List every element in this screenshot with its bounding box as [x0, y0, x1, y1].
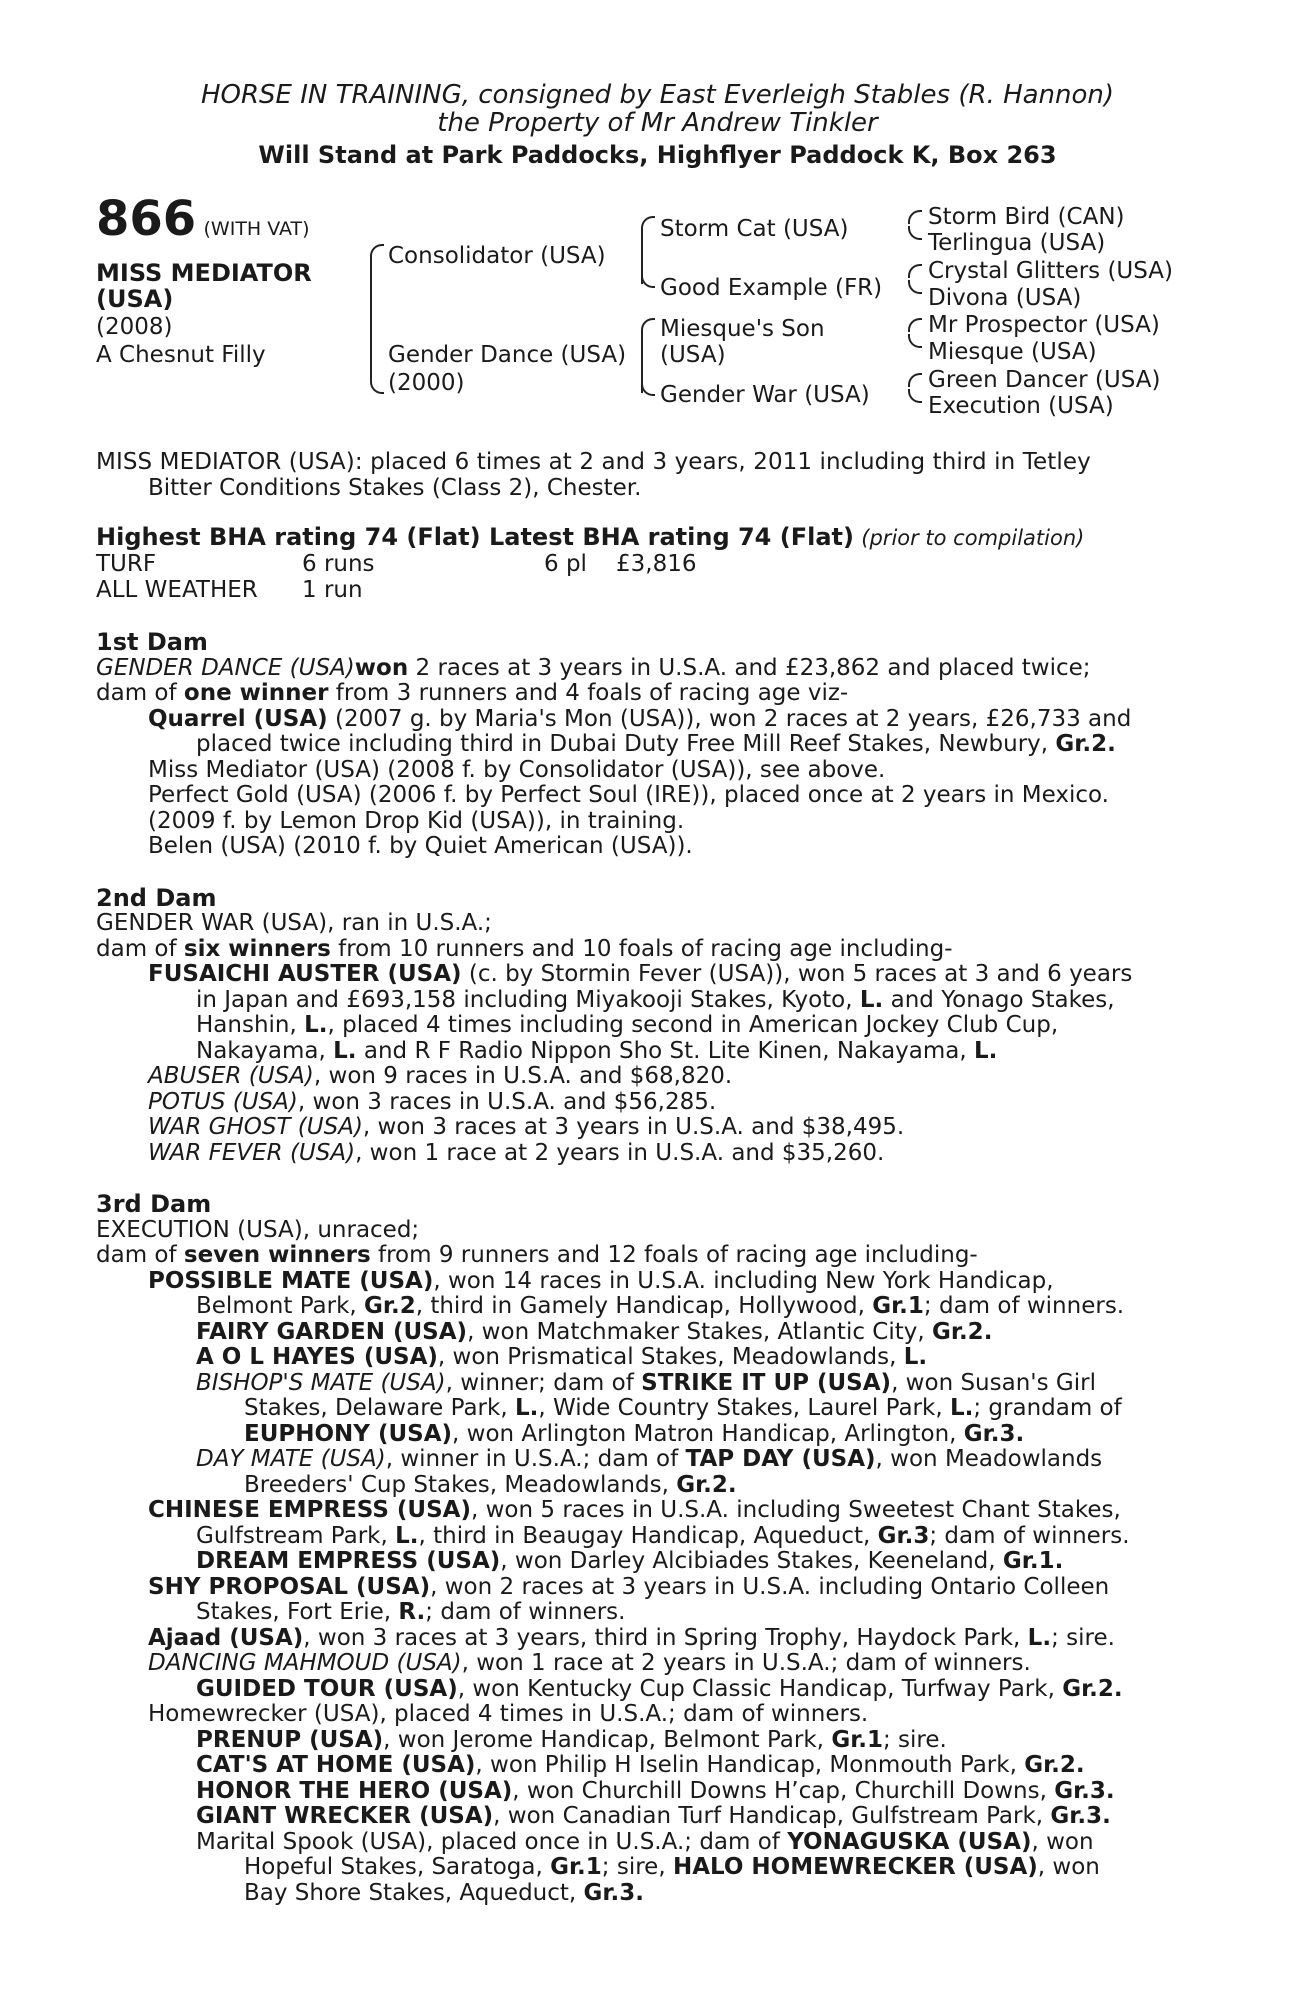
- fusaichi-text-4: Hanshin,: [196, 1012, 305, 1038]
- guided-tour-line: [196, 1677, 1221, 1703]
- possible-mate-text-3: , third in Gamely Handicap, Hollywood,: [415, 1293, 873, 1319]
- shy-proposal-text-3: ; dam of winners.: [425, 1599, 626, 1625]
- grade-3-mark: Gr.3: [1054, 1777, 1106, 1804]
- ajaad-line: [148, 1626, 1221, 1652]
- war-fever-line: [148, 1141, 1221, 1167]
- war-fever-text: , won 1 race at 2 years in U.S.A. and $35,260.: [355, 1139, 885, 1166]
- pedigree-brace-bottom: [370, 378, 384, 394]
- ds-dam: Miesque (USA): [928, 339, 1097, 365]
- end-dot: .: [1102, 1803, 1111, 1829]
- produce-perfect-gold: Perfect Gold (USA) (2006 f. by Perfect Soul (IRE)), placed once at 2 years in Mexico.: [148, 782, 1109, 808]
- dancing-mahmoud-text: , won 1 race at 2 years in U.S.A.; dam of winners.: [461, 1650, 1031, 1676]
- marital-spook-text-3: Hopeful Stakes, Saratoga,: [244, 1854, 551, 1880]
- sire: Consolidator (USA): [388, 243, 606, 269]
- fusaichi-line-4: [196, 1039, 1221, 1065]
- ss-sire: Storm Bird (CAN): [928, 204, 1125, 230]
- listed-mark: L.: [333, 1037, 357, 1064]
- rating-note: (prior to compilation): [861, 526, 1085, 550]
- fusaichi-text-6: Nakayama,: [196, 1037, 334, 1064]
- marital-spook-line-3: [244, 1881, 1221, 1907]
- end-dot: .: [1015, 1420, 1025, 1447]
- dream-empress-text: , won Darley Alcibiades Stakes, Keeneland,: [500, 1548, 1003, 1574]
- prenup-text-2: ; sire.: [883, 1726, 947, 1753]
- one-winner-label: one winner: [183, 680, 329, 706]
- day-mate-text-1: , winner in U.S.A.; dam of: [385, 1446, 686, 1472]
- fairy-garden-name: FAIRY GARDEN (USA): [196, 1318, 468, 1345]
- aw-row: [96, 578, 1221, 604]
- dam-year: (2000): [388, 370, 465, 396]
- yonaguska-name: YONAGUSKA (USA): [787, 1828, 1032, 1855]
- second-dam-line-2: [96, 937, 1221, 963]
- seven-winners-label: seven winners: [183, 1242, 371, 1268]
- first-dam-name: GENDER DANCE (USA): [96, 654, 355, 681]
- fusaichi-text-3: and Yonago Stakes,: [883, 986, 1115, 1013]
- tap-day-name: TAP DAY (USA): [685, 1446, 876, 1472]
- sire-brace-bottom: [641, 272, 655, 288]
- gen3-brace-4-bottom: [908, 389, 922, 403]
- listed-mark: L.: [1027, 1624, 1052, 1651]
- grade-1-mark: Gr.1: [831, 1726, 883, 1753]
- aw-runs: 1 run: [302, 576, 363, 603]
- marital-spook-text-4: ; sire,: [601, 1854, 673, 1880]
- first-dam-line-2: [96, 681, 1221, 707]
- shy-proposal-name: SHY PROPOSAL (USA): [148, 1573, 431, 1600]
- chinese-empress-line-2: [196, 1524, 1221, 1550]
- turf-runs: 6 runs: [302, 551, 375, 577]
- dam: Gender Dance (USA): [388, 342, 627, 368]
- bishops-mate-text-1: , winner; dam of: [445, 1369, 642, 1396]
- marital-spook-text-6: Bay Shore Stakes, Aqueduct,: [244, 1879, 584, 1906]
- horse-country: (USA): [96, 285, 174, 313]
- grade-3-mark: Gr.3: [877, 1522, 930, 1549]
- third-dam-heading: 3rd Dam: [96, 1190, 212, 1218]
- six-winners-label: six winners: [183, 935, 331, 962]
- listed-mark: L.: [514, 1395, 539, 1421]
- bishops-mate-text-4: , Wide Country Stakes, Laurel Park,: [538, 1395, 950, 1421]
- grade-1-mark: Gr.1: [872, 1293, 924, 1319]
- bishops-mate-name: BISHOP'S MATE (USA): [196, 1369, 446, 1396]
- stand-line: Will Stand at Park Paddocks, Highflyer Paddock K, Box 263: [258, 141, 1057, 169]
- end-dot: .: [727, 1471, 737, 1498]
- end-dot: .: [635, 1879, 644, 1906]
- end-dot: .: [1105, 1777, 1115, 1804]
- guided-tour-text: , won Kentucky Cup Classic Handicap, Turfway Park,: [457, 1675, 1063, 1702]
- bishops-mate-line-2: [244, 1396, 1221, 1422]
- grade-3-mark: Gr.3: [963, 1420, 1016, 1447]
- prenup-text-1: , won Jerome Handicap, Belmont Park,: [383, 1726, 832, 1753]
- war-ghost-line: [148, 1115, 1221, 1141]
- fusaichi-line-1: [148, 962, 1221, 988]
- chinese-empress-text-4: ; dam of winners.: [929, 1522, 1130, 1549]
- giant-wrecker-line: [196, 1804, 1221, 1830]
- dam-of-label: dam of: [96, 1242, 184, 1268]
- ajaad-text-1: , won 3 races at 3 years, third in Spring Trophy, Haydock Park,: [303, 1624, 1028, 1651]
- property-line: the Property of Mr Andrew Tinkler: [437, 108, 878, 138]
- strike-it-up-name: STRIKE IT UP (USA): [641, 1369, 892, 1396]
- listed-mark: L.: [903, 1344, 928, 1370]
- chinese-empress-text-3: , third in Beaugay Handicap, Aqueduct,: [418, 1522, 878, 1549]
- dam-of-label: dam of: [96, 680, 184, 706]
- fusaichi-text-1: (c. by Stormin Fever (USA)), won 5 races at 3 and 6 years: [461, 961, 1133, 987]
- vat-note: (WITH VAT): [203, 218, 310, 240]
- fusaichi-name: FUSAICHI AUSTER (USA): [148, 961, 462, 987]
- possible-mate-text-1: , won 14 races in U.S.A. including New York Handicap,: [433, 1267, 1054, 1294]
- bishops-mate-text-5: ; grandam of: [973, 1395, 1122, 1421]
- day-mate-text-3: Breeders' Cup Stakes, Meadowlands,: [244, 1471, 677, 1498]
- dam-dam: Gender War (USA): [660, 382, 870, 408]
- war-fever-name: WAR FEVER (USA): [148, 1139, 356, 1166]
- quarrel-end: .: [1107, 731, 1116, 757]
- abuser-line: [148, 1064, 1221, 1090]
- produce-quarrel-cont: [196, 732, 1221, 758]
- aol-hayes-text: , won Prismatical Stakes, Meadowlands,: [437, 1344, 904, 1370]
- euphony-line: [244, 1422, 1221, 1448]
- cats-at-home-text: , won Philip H Iselin Handicap, Monmouth Park,: [475, 1752, 1025, 1778]
- prenup-name: PRENUP (USA): [196, 1726, 384, 1753]
- first-dam-foals: from 3 runners and 4 foals of racing age viz-: [328, 680, 849, 706]
- bishops-mate-text-2: , won Susan's Girl: [891, 1369, 1096, 1396]
- guided-tour-name: GUIDED TOUR (USA): [196, 1675, 458, 1702]
- sd-dam: Divona (USA): [928, 285, 1082, 311]
- fusaichi-text-2: in Japan and £693,158 including Miyakooji Stakes, Kyoto,: [196, 986, 860, 1013]
- grade-2-mark: Gr.2: [676, 1471, 728, 1498]
- dream-empress-name: DREAM EMPRESS (USA): [196, 1548, 501, 1574]
- end-dot: .: [1113, 1675, 1123, 1702]
- honor-the-hero-name: HONOR THE HERO (USA): [196, 1777, 513, 1804]
- day-mate-line-1: [196, 1447, 1221, 1473]
- fusaichi-text-5: , placed 4 times including second in American Jockey Club Cup,: [327, 1012, 1059, 1038]
- horse-name: MISS MEDIATOR: [96, 259, 312, 287]
- produce-belen: Belen (USA) (2010 f. by Quiet American (USA)).: [148, 833, 693, 859]
- dream-empress-line: [196, 1549, 1221, 1575]
- aw-label: ALL WEATHER: [96, 576, 258, 603]
- second-dam-line-1: GENDER WAR (USA), ran in U.S.A.;: [96, 910, 492, 936]
- dam-sire: Miesque's Son: [660, 316, 825, 342]
- end-dot: .: [1054, 1548, 1064, 1574]
- gen3-brace-4-top: [908, 373, 922, 387]
- turf-earnings: £3,816: [616, 551, 697, 577]
- prenup-line: [196, 1728, 1221, 1754]
- listed-mark: L.: [974, 1037, 998, 1064]
- grade-2-mark: Gr.2: [1024, 1752, 1076, 1778]
- first-dam-line-1: [96, 656, 1221, 682]
- grade-3-mark: Gr.3: [1050, 1803, 1103, 1829]
- grade-2-mark: Gr.2: [1062, 1675, 1114, 1702]
- marital-spook-text-1: Marital Spook (USA), placed once in U.S.A.; dam of: [196, 1828, 788, 1855]
- bishops-mate-line-1: [196, 1371, 1221, 1397]
- gen3-brace-1-top: [908, 210, 922, 224]
- potus-line: [148, 1090, 1221, 1116]
- fusaichi-line-2: [196, 988, 1221, 1014]
- honor-the-hero-text: , won Churchill Downs H’cap, Churchill Downs,: [512, 1777, 1055, 1804]
- turf-label: TURF: [96, 551, 157, 577]
- lot-number-block: [96, 191, 310, 247]
- end-dot: .: [983, 1318, 993, 1345]
- honor-the-hero-line: [196, 1779, 1221, 1805]
- bishops-mate-text-3: Stakes, Delaware Park,: [244, 1395, 515, 1421]
- grade-1-mark: Gr.1: [1002, 1548, 1055, 1574]
- gen3-brace-2-top: [908, 264, 922, 278]
- end-dot: .: [1075, 1752, 1085, 1778]
- dam-sire-country: (USA): [660, 342, 726, 368]
- dd-sire: Green Dancer (USA): [928, 367, 1161, 393]
- pedigree-brace-top: [370, 244, 384, 260]
- shy-proposal-line-1: [148, 1575, 1221, 1601]
- sd-sire: Crystal Glitters (USA): [928, 258, 1174, 284]
- dd-dam: Execution (USA): [928, 393, 1114, 419]
- war-ghost-text: , won 3 races at 3 years in U.S.A. and $38,495.: [362, 1114, 905, 1140]
- consignor-line: HORSE IN TRAINING, consigned by East Everleigh Stables (R. Hannon): [200, 80, 1115, 110]
- war-ghost-name: WAR GHOST (USA): [148, 1114, 363, 1140]
- horse-description: A Chesnut Filly: [96, 342, 266, 368]
- second-dam-heading: 2nd Dam: [96, 883, 217, 912]
- marital-spook-line-2: [244, 1855, 1221, 1881]
- dam-brace-top: [641, 318, 655, 334]
- shy-proposal-line-2: [196, 1600, 1221, 1626]
- halo-homewrecker-name: HALO HOMEWRECKER (USA): [672, 1854, 1038, 1880]
- catalogue-body: [96, 450, 1221, 1906]
- pedigree-brace-line-lower: [370, 362, 372, 380]
- quarrel-line-1: (2007 g. by Maria's Mon (USA)), won 2 races at 2 years, £26,733 and: [327, 705, 1132, 732]
- aol-hayes-line: [196, 1345, 1221, 1371]
- marital-spook-text-5: , won: [1037, 1854, 1100, 1880]
- lot-number: 866: [96, 191, 197, 247]
- first-dam-heading: 1st Dam: [96, 628, 208, 656]
- possible-mate-line-2: [196, 1294, 1221, 1320]
- grade-2-mark: Gr.2: [932, 1318, 984, 1345]
- sire-sire: Storm Cat (USA): [660, 216, 849, 242]
- potus-name: POTUS (USA): [148, 1088, 298, 1115]
- turf-placed: 6 pl: [544, 551, 587, 577]
- gen3-brace-3-bottom: [908, 334, 922, 348]
- produce-quarrel: [148, 707, 1221, 733]
- fusaichi-line-3: [196, 1013, 1221, 1039]
- abuser-text: , won 9 races in U.S.A. and $68,820.: [313, 1063, 733, 1089]
- dam-of-label: dam of: [96, 935, 184, 962]
- listed-mark: L.: [949, 1395, 974, 1421]
- day-mate-name: DAY MATE (USA): [196, 1446, 386, 1472]
- homewrecker-line: Homewrecker (USA), placed 4 times in U.S.A.; dam of winners.: [148, 1701, 869, 1727]
- gen3-brace-3-top: [908, 318, 922, 332]
- first-dam-record: 2 races at 3 years in U.S.A. and £23,862 and placed twice;: [408, 654, 1091, 681]
- marital-spook-text-2: , won: [1031, 1828, 1094, 1855]
- summary-line-2: Bitter Conditions Stakes (Class 2), Chester.: [148, 474, 642, 501]
- third-dam-line-1: EXECUTION (USA), unraced;: [96, 1216, 420, 1243]
- won-label: won: [354, 654, 409, 681]
- chinese-empress-text-2: Gulfstream Park,: [196, 1522, 396, 1549]
- aol-hayes-name: A O L HAYES (USA): [196, 1344, 438, 1370]
- shy-proposal-text-1: , won 2 races at 3 years in U.S.A. including Ontario Colleen: [430, 1573, 1110, 1600]
- day-mate-line-2: [244, 1473, 1221, 1499]
- ss-dam: Terlingua (USA): [928, 230, 1106, 256]
- possible-mate-name: POSSIBLE MATE (USA): [148, 1267, 434, 1294]
- rating-line: [96, 525, 1221, 552]
- summary-line-1: MISS MEDIATOR (USA): placed 6 times at 2 and 3 years, 2011 including third in Tetley: [96, 449, 1091, 475]
- giant-wrecker-text: , won Canadian Turf Handicap, Gulfstream Park,: [493, 1803, 1051, 1829]
- cats-at-home-name: CAT'S AT HOME (USA): [196, 1752, 476, 1778]
- third-dam-line-2: [96, 1243, 1221, 1269]
- restricted-mark: R.: [398, 1599, 426, 1625]
- produce-2009-filly: (2009 f. by Lemon Drop Kid (USA)), in training.: [148, 807, 685, 834]
- possible-mate-line-1: [148, 1269, 1221, 1295]
- quarrel-name: Quarrel (USA): [148, 705, 328, 732]
- dancing-mahmoud-name: DANCING MAHMOUD (USA): [148, 1650, 462, 1676]
- grade-3-mark: Gr.3: [583, 1879, 636, 1906]
- possible-mate-text-2: Belmont Park,: [196, 1293, 365, 1319]
- listed-mark: L.: [395, 1522, 419, 1549]
- grade-1-mark: Gr.1: [550, 1854, 602, 1880]
- produce-miss-mediator: Miss Mediator (USA) (2008 f. by Consolidator (USA)), see above.: [148, 756, 886, 783]
- potus-text: , won 3 races in U.S.A. and $56,285.: [297, 1088, 717, 1115]
- day-mate-text-2: , won Meadowlands: [875, 1446, 1103, 1472]
- gen3-brace-1-bottom: [908, 226, 922, 240]
- chinese-empress-name: CHINESE EMPRESS (USA): [148, 1497, 471, 1523]
- euphony-name: EUPHONY (USA): [244, 1420, 453, 1447]
- listed-mark: L.: [304, 1012, 328, 1038]
- second-dam-foals: from 10 runners and 10 foals of racing age including-: [330, 935, 953, 962]
- fusaichi-text-7: and R F Radio Nippon Sho St. Lite Kinen, Nakayama,: [356, 1037, 974, 1064]
- quarrel-grade: Gr.2: [1055, 731, 1108, 757]
- giant-wrecker-name: GIANT WRECKER (USA): [196, 1803, 494, 1829]
- dancing-mahmoud-line: [148, 1651, 1221, 1677]
- dam-brace-bottom: [641, 380, 655, 396]
- euphony-text: , won Arlington Matron Handicap, Arlington,: [452, 1420, 964, 1447]
- chinese-empress-line-1: [148, 1498, 1221, 1524]
- sire-brace-top: [641, 216, 655, 232]
- marital-spook-line-1: [196, 1830, 1221, 1856]
- horse-year: (2008): [96, 314, 173, 340]
- shy-proposal-text-2: Stakes, Fort Erie,: [196, 1599, 399, 1625]
- grade-2-mark: Gr.2: [364, 1293, 416, 1319]
- fairy-garden-line: [196, 1320, 1221, 1346]
- sire-dam: Good Example (FR): [660, 275, 883, 301]
- rating-text: Highest BHA rating 74 (Flat) Latest BHA rating 74 (Flat): [96, 523, 854, 551]
- pedigree-brace-line: [370, 257, 372, 362]
- ajaad-text-2: ; sire.: [1051, 1624, 1115, 1651]
- possible-mate-text-4: ; dam of winners.: [923, 1293, 1125, 1319]
- fairy-garden-text: , won Matchmaker Stakes, Atlantic City,: [467, 1318, 932, 1345]
- gen3-brace-2-bottom: [908, 280, 922, 294]
- ds-sire: Mr Prospector (USA): [928, 312, 1160, 338]
- abuser-name: ABUSER (USA): [148, 1063, 314, 1089]
- quarrel-line-2: placed twice including third in Dubai Duty Free Mill Reef Stakes, Newbury,: [196, 731, 1056, 757]
- turf-row: [96, 552, 1221, 578]
- cats-at-home-line: [196, 1753, 1221, 1779]
- ajaad-name: Ajaad (USA): [148, 1624, 304, 1651]
- listed-mark: L.: [859, 986, 884, 1013]
- third-dam-foals: from 9 runners and 12 foals of racing age including-: [370, 1242, 978, 1268]
- chinese-empress-text-1: , won 5 races in U.S.A. including Sweetest Chant Stakes,: [470, 1497, 1121, 1523]
